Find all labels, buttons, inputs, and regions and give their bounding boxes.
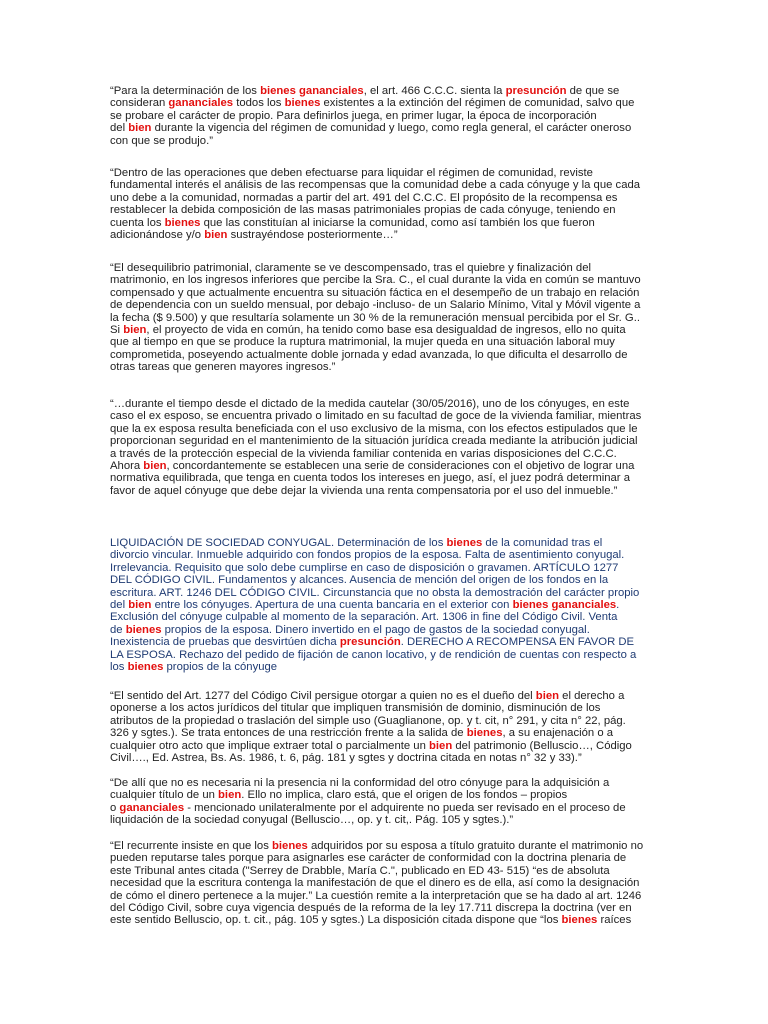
text-line <box>110 865 658 877</box>
text-run: existentes a la extinción del régimen de comunidad, salvo que <box>320 97 635 110</box>
text-run: Civil…., Ed. Astrea, Bs. As. 1986, t. 6, pág. 181 y sgtes y doctrina citada en notas n° 32 y 33).” <box>110 752 582 765</box>
text-line <box>110 192 658 204</box>
text-run: de cómo el dinero pertenece a la mujer.” La cuestión remite a la interpretación que se ha dado al art. 1246 <box>110 889 642 902</box>
text-line <box>110 167 658 179</box>
highlighted-term: bienes gananciales <box>260 85 364 97</box>
text-line <box>110 361 658 373</box>
text-line <box>110 85 658 97</box>
text-line <box>110 229 658 241</box>
highlighted-term: bien <box>123 324 147 337</box>
text-run: “El desequilibrio patrimonial, claramente se ve descompensado, tras el quiebre y finalización del <box>110 262 592 274</box>
text-run: “El sentido del Art. 1277 del Código Civil persigue otorgar a quien no es el dueño del <box>110 690 536 702</box>
highlighted-term: presunción <box>505 85 567 97</box>
text-line <box>110 877 658 889</box>
highlighted-term: gananciales <box>119 801 185 814</box>
highlighted-term: bienes <box>127 661 164 674</box>
text-line <box>110 122 658 134</box>
text-run: durante la vigencia del régimen de comunidad y luego, como regla general, el carácter oneroso <box>151 122 632 135</box>
text-run: sustrayéndose posteriormente…” <box>227 229 398 242</box>
text-line <box>110 690 658 702</box>
text-run: “…durante el tiempo desde el dictado de la medida cautelar (30/05/2016), uno de los cónyuges, en este <box>110 398 630 410</box>
text-run: 326 y sgtes.). Se trata entonces de una restricción frente a la salida de <box>110 727 467 740</box>
highlighted-term: bien <box>429 739 453 752</box>
text-run: del <box>110 599 129 612</box>
text-run: pueden reputarse tales porque para asignarles ese carácter de conformidad con la doctrina plenaria de <box>110 852 627 865</box>
text-run: compensado y que actualmente encuentra su situación fáctica en el desempeño de un trabajo en relación <box>110 286 640 299</box>
text-run: , el art. 466 C.C.C. sienta la <box>363 85 506 97</box>
text-line <box>110 587 658 599</box>
text-run: normativa equilibrada, que tenga en cuenta todos los intereses en juego, así, el juez podrá determinar a <box>110 472 630 485</box>
text-line <box>110 336 658 348</box>
text-line <box>110 472 658 484</box>
text-run: . DERECHO A RECOMPENSA EN FAVOR DE <box>400 636 635 649</box>
text-run: “De allí que no es necesaria ni la presencia ni la conformidad del otro cónyuge para la adquisición a <box>110 777 610 789</box>
text-run: cuenta los <box>110 216 165 229</box>
text-run: oponerse a los actos jurídicos del titular que impliquen transmisión de dominio, disminución de los <box>110 702 601 715</box>
text-run: la fecha ($ 9.500) y que resultaría solamente un 30 % de la remuneración mensual percibida por el Sr. G.. <box>110 311 640 324</box>
text-line <box>110 460 658 472</box>
text-run: escritura. ART. 1246 DEL CÓDIGO CIVIL. Circunstancia que no obsta la demostración del carácter propio <box>110 586 640 599</box>
text-run: de <box>110 623 126 636</box>
text-run: cualquier otro acto que implique extraer total o parcialmente un <box>110 739 430 752</box>
text-run: del <box>110 122 129 135</box>
text-run: de la comunidad tras el <box>482 537 603 549</box>
text-line <box>110 636 658 648</box>
text-run: con que se produjo.” <box>110 134 213 147</box>
text-line <box>110 135 658 147</box>
text-run: matrimonio, en los ingresos inferiores que percibe la Sra. C., el cual durante la vida en común se mantuvo <box>110 274 641 287</box>
text-line <box>110 435 658 447</box>
highlighted-term: bienes <box>446 537 483 549</box>
highlighted-term: bienes <box>272 840 308 852</box>
text-line <box>110 802 658 814</box>
text-line <box>110 777 658 789</box>
text-line <box>110 902 658 914</box>
text-run: de dependencia con un sueldo mensual, por debajo -incluso- de un Salario Mínimo, Vital y Móvil vigente a <box>110 299 641 312</box>
highlighted-term: bien <box>143 460 167 473</box>
text-line <box>110 423 658 435</box>
text-run: Irrelevancia. Requisito que solo debe cumplirse en caso de disposición o gravamen. ARTÍCULO 1277 <box>110 561 619 574</box>
text-line <box>110 702 658 714</box>
text-line <box>110 274 658 286</box>
quote-art-1277 <box>110 690 658 764</box>
text-run: atributos de la propiedad o traslación del simple uso (Guaglianone, op. y t. cit, n° 291, y cita n° 22, pág. <box>110 714 626 727</box>
text-run: adicionándose y/o <box>110 229 205 242</box>
text-run: los <box>110 661 128 674</box>
text-line <box>110 649 658 661</box>
text-line <box>110 217 658 229</box>
highlighted-term: bien <box>128 599 152 612</box>
text-line <box>110 715 658 727</box>
case-summary <box>110 537 658 673</box>
text-line <box>110 814 658 826</box>
text-run: Inexistencia de pruebas que desvirtúen dicha <box>110 636 340 649</box>
text-run: propios de la esposa. Dinero invertido en el pago de gastos de la sociedad conyugal. <box>161 623 590 636</box>
text-run: “Dentro de las operaciones que deben efectuarse para liquidar el régimen de comunidad, reviste <box>110 167 593 179</box>
text-line <box>110 204 658 216</box>
text-line <box>110 611 658 623</box>
text-run: fundamental interés el análisis de las recompensas que la comunidad debe a cada cónyuge y la que cada <box>110 179 641 192</box>
text-line <box>110 914 658 926</box>
text-run: Ahora <box>110 460 144 473</box>
text-run: divorcio vincular. Inmueble adquirido con fondos propios de la esposa. Falta de asentimiento conyugal. <box>110 549 625 562</box>
text-line <box>110 179 658 191</box>
text-line <box>110 549 658 561</box>
text-run: todos los <box>233 97 285 110</box>
text-run: proporcionan seguridad en el mantenimiento de la situación jurídica creada mediante la atribución judicial <box>110 435 638 448</box>
text-line <box>110 727 658 739</box>
text-run: que la ex esposa resulta beneficiada con el uso exclusivo de la misma, con los efectos estipulados que le <box>110 422 638 435</box>
text-line <box>110 97 658 109</box>
text-run: a través de la protección especial de la vivienda familiar contenida en varias disposiciones del C.C.C. <box>110 447 617 460</box>
text-run: cualquier título de un <box>110 789 219 802</box>
text-run: liquidación de la sociedad conyugal (Belluscio…, op. y t. cit,. Pág. 105 y sgtes.).” <box>110 814 514 827</box>
quote-conformidad-conyuge <box>110 777 658 827</box>
text-line <box>110 324 658 336</box>
text-line <box>110 852 658 864</box>
highlighted-term: bien <box>535 690 560 702</box>
quote-bienes-gananciales <box>110 85 658 147</box>
text-line <box>110 661 658 673</box>
text-run: el derecho a <box>559 690 625 702</box>
text-run: , a su enajenación o a <box>502 727 614 740</box>
text-line <box>110 740 658 752</box>
text-run: adquiridos por su esposa a título gratuito durante el matrimonio no <box>307 840 644 852</box>
text-run: , el proyecto de vida en común, ha tenido como base esa desigualdad de ingresos, ello no quita <box>146 324 626 337</box>
highlighted-term: presunción <box>339 636 401 649</box>
text-line <box>110 262 658 274</box>
text-run: caso el ex esposo, se encuentra privado o limitado en su facultad de goce de la vivienda familiar, mientras <box>110 410 642 423</box>
text-run: este Tribunal antes citada ("Serrey de Drabble, María C.", publicado en ED 43- 515) “es de absoluta <box>110 864 610 877</box>
quote-recurrente <box>110 840 658 927</box>
highlighted-term: bienes gananciales <box>512 599 617 612</box>
text-run: “Para la determinación de los <box>110 85 261 97</box>
text-run: que al tiempo en que se produce la ruptura matrimonial, la mujer queda en una situación laboral muy <box>110 336 615 349</box>
text-line <box>110 890 658 902</box>
text-run: LA ESPOSA. Rechazo del pedido de fijación de canon locativo, y de rendición de cuentas con respecto a <box>110 648 637 661</box>
text-line <box>110 398 658 410</box>
text-line <box>110 562 658 574</box>
text-run: , concordantemente se establecen una serie de consideraciones con el objetivo de lograr una <box>166 460 635 473</box>
text-line <box>110 485 658 497</box>
text-run: que las constituían al iniciarse la comunidad, como así también los que fueron <box>200 216 595 229</box>
text-line <box>110 299 658 311</box>
highlighted-term: bien <box>204 229 228 242</box>
text-run: Si <box>110 324 124 337</box>
text-run: del patrimonio (Belluscio…, Código <box>452 739 632 752</box>
text-line <box>110 349 658 361</box>
highlighted-term: bienes <box>125 623 162 636</box>
highlighted-term: bienes <box>164 216 201 229</box>
text-run: entre los cónyuges. Apertura de una cuenta bancaria en el exterior con <box>151 599 513 612</box>
text-run: . <box>616 599 620 612</box>
highlighted-term: bien <box>128 122 152 135</box>
quote-vivienda-familiar <box>110 398 658 497</box>
text-run: uno debe a la comunidad, normadas a partir del art. 491 del C.C.C. El propósito de la recompensa es <box>110 191 618 204</box>
text-line <box>110 599 658 611</box>
text-line <box>110 752 658 764</box>
quote-desequilibrio-patrimonial <box>110 262 658 374</box>
text-line <box>110 840 658 852</box>
quote-recompensas <box>110 167 658 241</box>
text-line <box>110 410 658 422</box>
text-line <box>110 312 658 324</box>
highlighted-term: bienes <box>561 914 598 927</box>
text-run: consideran <box>110 97 169 110</box>
text-run: restablecer la debida composición de las masas patrimoniales propias de cada cónyuge, teniendo en <box>110 204 616 217</box>
text-run: - mencionado unilateralmente por el adquirente no pueda ser revisado en el proceso de <box>184 801 626 814</box>
highlighted-term: bienes <box>284 97 321 110</box>
text-line <box>110 110 658 122</box>
text-run: se probare el carácter de propio. Para definirlos juega, en primer lugar, la época de incorporación <box>110 109 597 122</box>
text-line <box>110 624 658 636</box>
text-run: necesidad que la escritura contenga la manifestación de que el dinero es de ella, así como la designación <box>110 877 640 890</box>
text-run: comprometida, poseyendo actualmente doble jornada y edad avanzada, lo que dificulta el desarrollo de <box>110 348 628 361</box>
text-run: DEL CÓDIGO CIVIL. Fundamentos y alcances. Ausencia de mención del origen de los fondos en la <box>110 574 609 587</box>
highlighted-term: gananciales <box>168 97 234 110</box>
text-run: raíces <box>597 914 632 927</box>
text-run: “El recurrente insiste en que los <box>110 840 273 852</box>
text-line <box>110 537 658 549</box>
text-run: otras tareas que generen mayores ingresos.” <box>110 361 336 374</box>
text-run: o <box>110 801 120 814</box>
text-run: de que se <box>566 85 620 97</box>
text-line <box>110 287 658 299</box>
highlighted-term: bienes <box>466 727 503 740</box>
text-run: favor de aquel cónyuge que debe dejar la vivienda una renta compensatoria por el uso del inmueble.” <box>110 484 618 497</box>
text-run: del Código Civil, sobre cuya vigencia después de la reforma de la ley 17.711 discrepa la doctrina (ver en <box>110 902 632 915</box>
text-line <box>110 574 658 586</box>
text-run: LIQUIDACIÓN DE SOCIEDAD CONYUGAL. Determinación de los <box>110 537 447 549</box>
text-line <box>110 789 658 801</box>
text-run: . Ello no implica, claro está, que el origen de los fondos – propios <box>241 789 568 802</box>
text-run: este sentido Belluscio, op. t. cit., pág. 105 y sgtes.) La disposición citada dispone que “los <box>110 914 562 927</box>
highlighted-term: bien <box>218 789 242 802</box>
text-run: Exclusión del cónyuge culpable al momento de la separación. Art. 1306 in fine del Código Civil. Venta <box>110 611 618 624</box>
text-line <box>110 448 658 460</box>
text-run: propios de la cónyuge <box>163 661 278 674</box>
